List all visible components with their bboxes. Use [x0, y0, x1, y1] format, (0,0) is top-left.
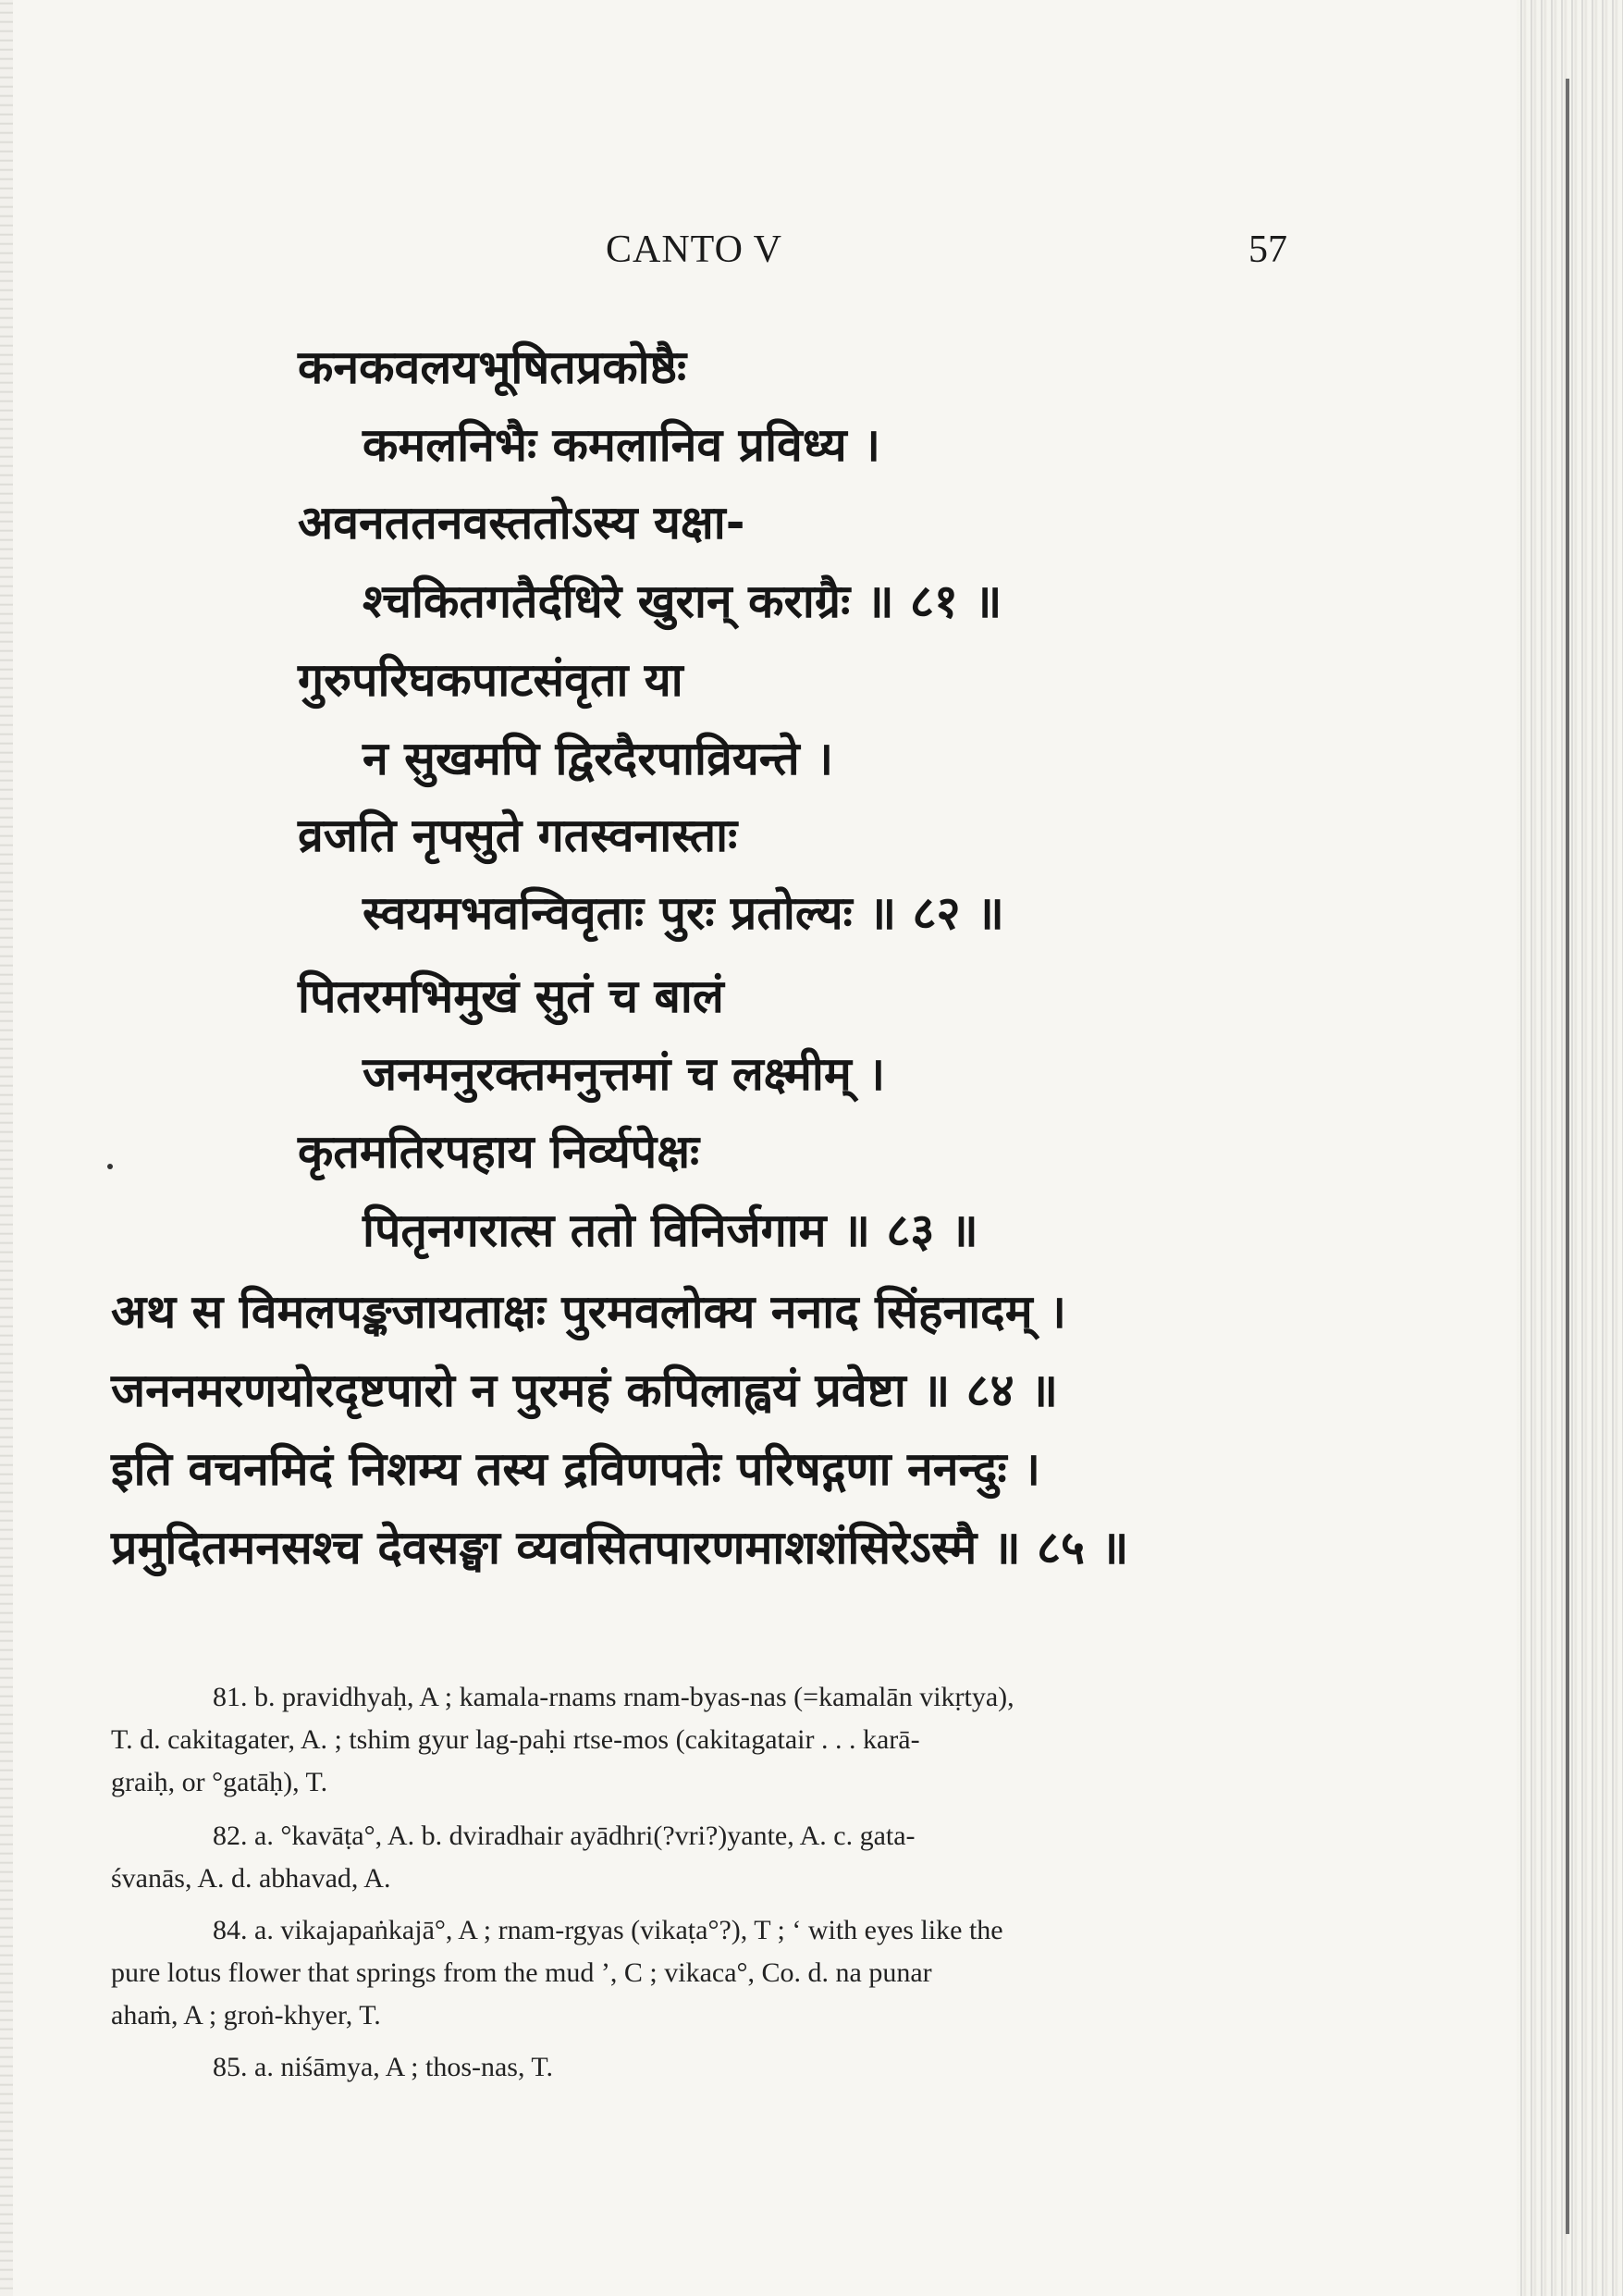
verse-85-line-a: इति वचनमिदं निशम्य तस्य द्रविणपतेः परिषद्गणा ननन्दुः ।	[111, 1442, 1040, 1496]
footnote-line: 85. a. niśāmya, A ; thos-nas, T.	[213, 2052, 554, 2082]
verse-81-line-a: कनकवलयभूषितप्रकोष्ठैः	[298, 340, 687, 394]
book-spine-edge	[1517, 0, 1623, 2296]
footnote-line: 81. b. pravidhyaḥ, A ; kamala-rnams rnam-byas-nas (=kamalān vikṛtya),	[213, 1682, 1014, 1712]
margin-dot	[107, 1164, 113, 1169]
verse-83-line-d: पितृनगरात्स ततो विनिर्जगाम ॥ ८३ ॥	[363, 1204, 978, 1257]
footnote-82	[111, 1815, 1313, 1900]
verse-81-line-d: श्चकितगतैर्दधिरे खुरान् कराग्रैः ॥ ८१ ॥	[363, 574, 1002, 628]
verse-82-line-c: व्रजति नृपसुते गतस्वनास्ताः	[298, 809, 738, 862]
verse-83-line-a: पितरमभिमुखं सुतं च बालं	[298, 969, 724, 1023]
verse-85-line-b: प्रमुदितमनसश्च देवसङ्घा व्यवसितपारणमाशशंसिरेऽस्मै ॥ ८५ ॥	[111, 1521, 1129, 1574]
verse-82-line-d: स्वयमभवन्विवृताः पुरः प्रतोल्यः ॥ ८२ ॥	[363, 886, 1004, 940]
verse-81-line-c: अवनततनवस्ततोऽस्य यक्षा-	[298, 496, 745, 549]
footnote-84	[111, 1909, 1313, 2037]
footnote-81	[111, 1676, 1313, 1804]
page-left-edge	[0, 0, 13, 2296]
verse-82-line-a: गुरुपरिघकपाटसंवृता या	[298, 653, 683, 707]
verse-83-line-b: जनमनुरक्तमनुत्तमां च लक्ष्मीम् ।	[363, 1047, 886, 1101]
footnote-line: T. d. cakitagater, A. ; tshim gyur lag-paḥi rtse-mos (cakitagatair . . . karā-	[111, 1724, 920, 1755]
verse-84-line-b: जननमरणयोरदृष्टपारो न पुरमहं कपिलाह्वयं प्रवेष्टा ॥ ८४ ॥	[111, 1364, 1058, 1417]
page-number: 57	[1248, 228, 1287, 271]
verse-81-line-b: कमलनिभैः कमलानिव प्रविध्य ।	[363, 418, 880, 472]
footnote-line: pure lotus flower that springs from the mud ’, C ; vikaca°, Co. d. na punar	[111, 1957, 932, 1988]
footnote-line: 84. a. vikajapaṅkajā°, A ; rnam-rgyas (vikaṭa°?), T ; ‘ with eyes like the	[213, 1915, 1003, 1945]
running-title: CANTO V	[606, 228, 782, 271]
footnote-85	[111, 2046, 1313, 2089]
footnote-line: graiḥ, or °gatāḥ), T.	[111, 1767, 328, 1797]
footnote-line: 82. a. °kavāṭa°, A. b. dviradhair ayādhri(?vri?)yante, A. c. gata-	[213, 1821, 916, 1851]
footnote-line: śvanās, A. d. abhavad, A.	[111, 1863, 391, 1894]
verse-83-line-c: कृतमतिरपहाय निर्व्यपेक्षः	[298, 1125, 700, 1179]
verse-82-line-b: न सुखमपि द्विरदैरपाव्रियन्ते ।	[363, 732, 834, 785]
footnote-line: ahaṁ, A ; groṅ-khyer, T.	[111, 2000, 381, 2031]
verse-84-line-a: अथ स विमलपङ्कजायताक्षः पुरमवलोक्य ननाद सिंहनादम् ।	[111, 1285, 1066, 1339]
book-gutter-line	[1566, 79, 1569, 2234]
